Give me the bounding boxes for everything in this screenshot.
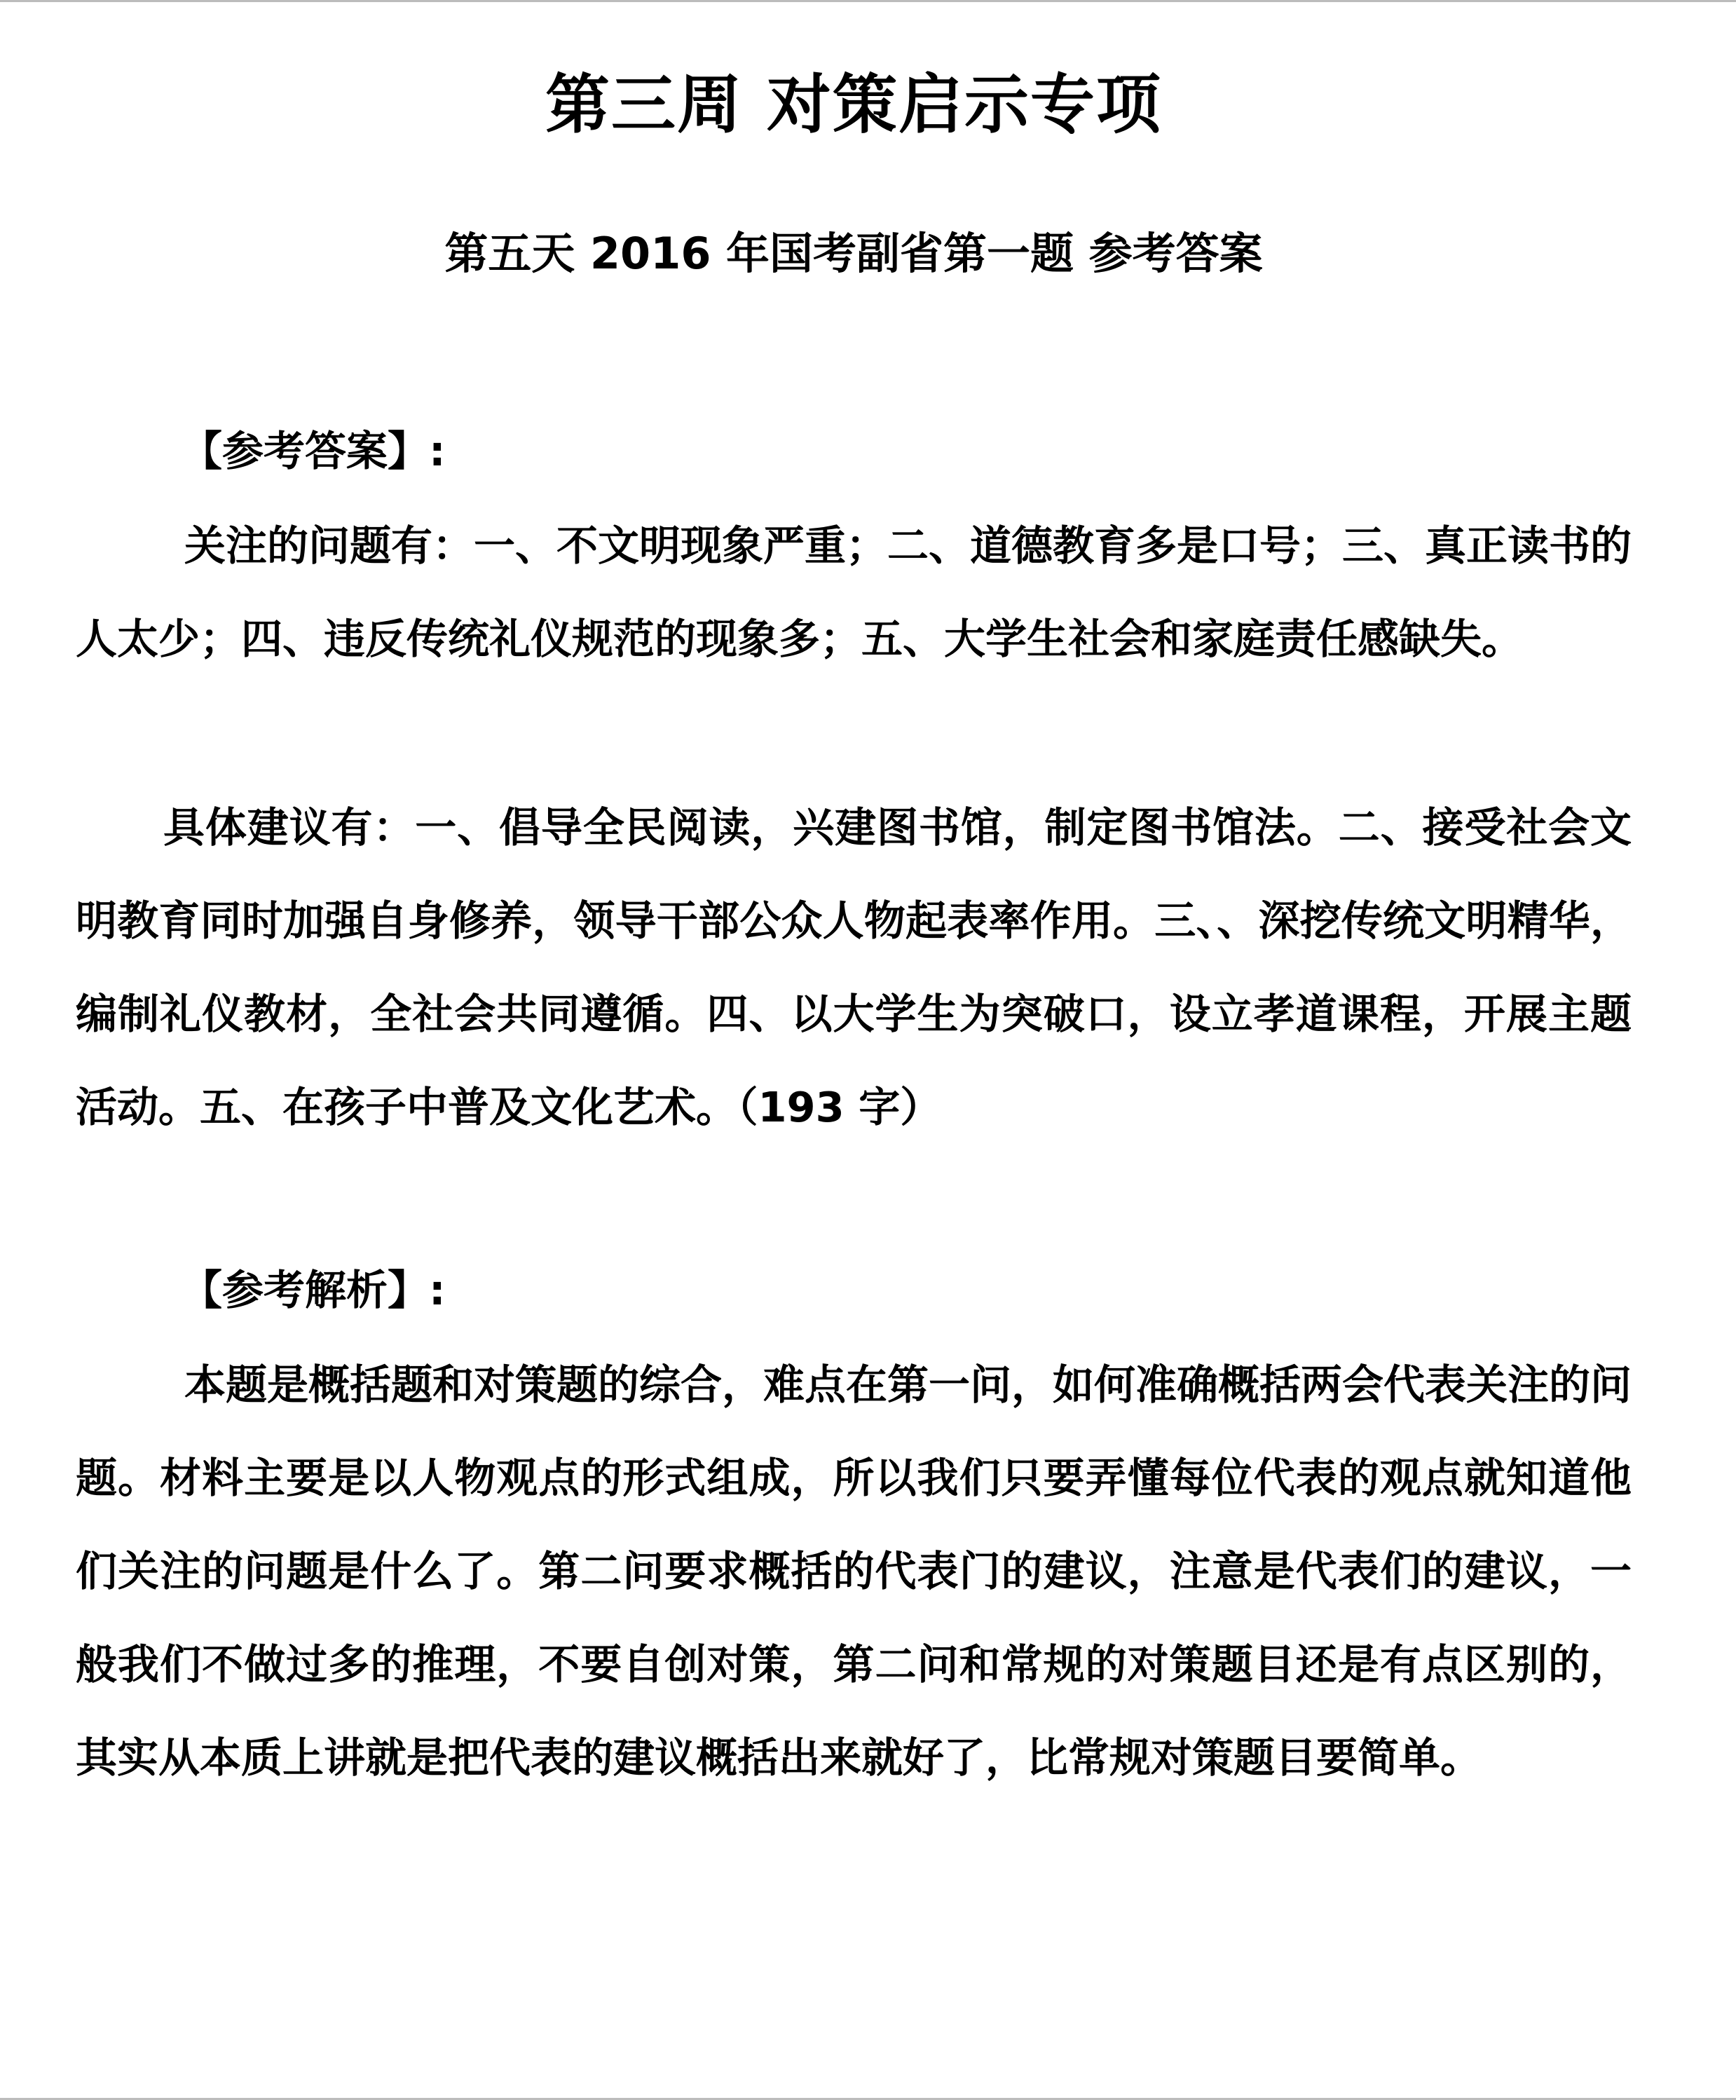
- page-subtitle: 第五天 2016 年国考副省第一题 参考答案: [444, 228, 1263, 279]
- answer-paragraph-suggestions: 具体建议有：一、倡导全民阅读，兴建图书馆，制定图书馆法。二、接受社会文明教育同时加强自身修养，领导干部公众人物起表率作用。三、、深挖传统文明精华，编制礼仪教材，全社会共同遵循。四、以大学生为突破口，设立孝道课程，开展主题活动。五、在孩子中普及文化艺术。（193 字）: [76, 803, 1632, 1131]
- page-title: 第三周 对策启示专项: [545, 67, 1163, 142]
- analysis-paragraph: 本题是概括题和对策题的综合，难点在第一问，如何准确概括两会代表关注的问题。材料主要是以人物观点的形式组成，所以我们只要弄懂每位代表的观点就知道他们关注的问题是什么了。第二问要求概括的代表门的建议，注意是代表们的建议，一般我们不做过多的推理，不要自创对策，第二问和常规的对策题目还是有点区别的，其实从本质上讲就是把代表的建议概括出来就好了，比常规对策题目要简单。: [76, 1361, 1632, 1782]
- answer-heading: 【参考答案】:: [181, 427, 446, 475]
- answer-paragraph-concerns: 关注的问题有：一、不文明现象严重；二、道德教育多是口号；三、真正读书的人太少；四、违反传统礼仪规范的现象多；五、大学生社会和家庭责任感缺失。: [76, 521, 1632, 663]
- analysis-heading: 【参考解析】:: [181, 1266, 446, 1314]
